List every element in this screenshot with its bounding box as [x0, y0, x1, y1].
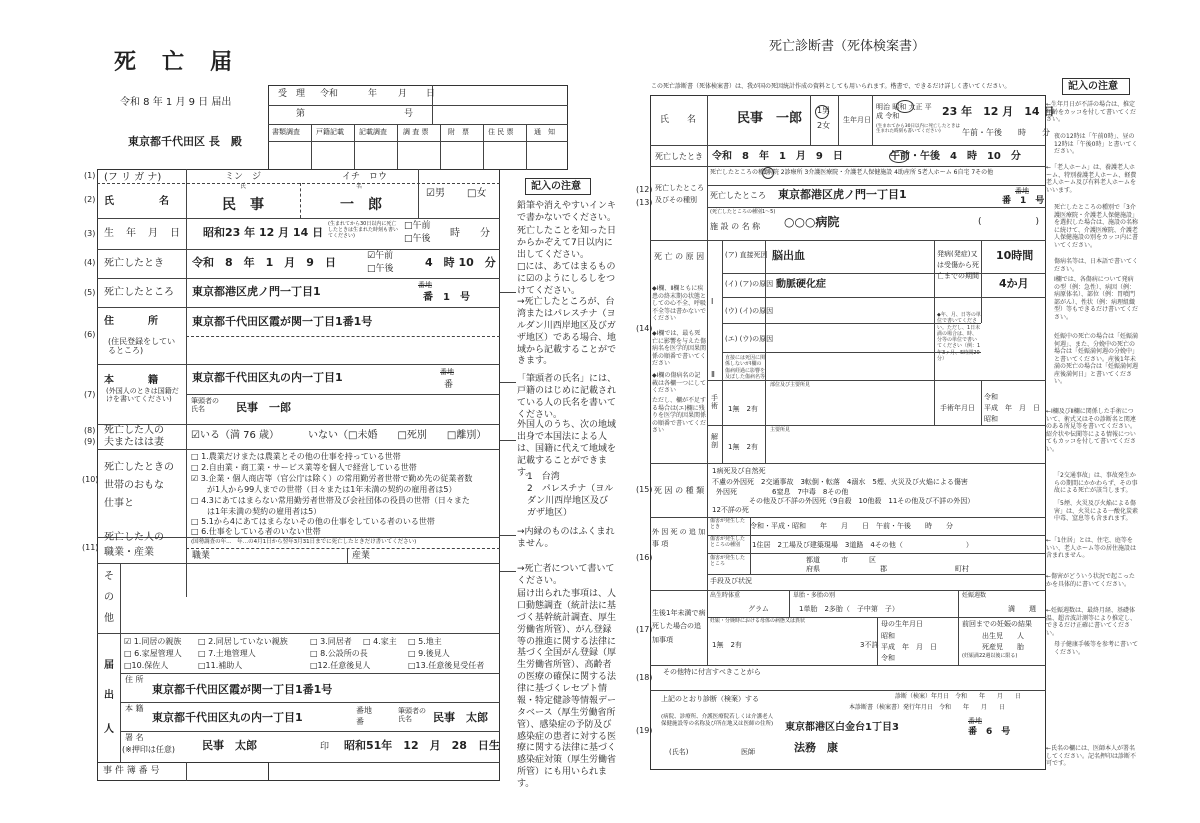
underlying-cause[interactable]: 動脈硬化症 — [776, 279, 826, 290]
industry-field[interactable]: 産業 — [352, 551, 371, 561]
honseki-label: 本 籍 — [104, 375, 159, 386]
death-pm-checkbox[interactable]: □午後 — [367, 264, 394, 274]
cert-death-place[interactable]: 東京都港区虎ノ門一丁目1 — [778, 188, 907, 201]
sex-option-female[interactable]: 2女 — [817, 121, 831, 130]
notifier-head-name[interactable]: 民事 太郎 — [433, 711, 488, 724]
furigana-mei[interactable]: イチ ロウ — [342, 172, 388, 182]
autopsy-options[interactable]: 1無 2有 — [728, 443, 758, 451]
diagnosis-date[interactable]: 診断（検案）年月日 令和 年 月 日 — [895, 693, 1022, 700]
occupation-field[interactable]: 職業 — [192, 551, 211, 561]
birthdate-label: 生 年 月 日 — [104, 228, 181, 239]
name-sei[interactable]: 民 事 — [222, 197, 264, 213]
special-remarks[interactable]: その他特に付言すべきことがら — [663, 668, 761, 676]
honseki-head-name[interactable]: 民事 一郎 — [236, 401, 291, 414]
sex-option-male[interactable]: 1男 — [817, 106, 831, 115]
birth-pm-checkbox[interactable]: □午後 — [404, 234, 431, 244]
seal-mark: 印 — [320, 742, 330, 752]
sex-female-checkbox[interactable]: □女 — [467, 188, 487, 199]
place-kind-options[interactable]: 1病院 2診療所 3介護医療院・介護老人保健施設 4助産所 5老人ホーム 6自宅 7その他 — [763, 169, 994, 176]
furigana-label: (フ リ ガ ナ) — [104, 172, 162, 183]
doctor-address[interactable]: 東京都港区白金台1丁目3 — [785, 722, 899, 733]
cert-death-date[interactable]: 令和 8 年 1 月 9 日 — [712, 151, 843, 162]
facility-name[interactable]: ○○○病院 — [784, 215, 840, 229]
deceased-name[interactable]: 民事 一郎 — [737, 111, 803, 126]
death-place-label: 死亡したところ — [104, 287, 174, 298]
death-am-checkbox[interactable]: ☑午前 — [367, 251, 394, 261]
furigana-sei[interactable]: ミン ジ — [225, 172, 262, 182]
cause-part2-marker: Ⅱ — [711, 370, 715, 379]
certificate-intro: この死亡診断書（死体検案書）は、我が国の死因統計作成の資料としても用いられます。楷書で、できるだけ詳しく書いてください。 — [651, 83, 1011, 90]
cause-part1-marker: Ⅰ — [711, 297, 714, 306]
surgery-options[interactable]: 1無 2有 — [728, 405, 758, 413]
name-mei[interactable]: 一 郎 — [340, 197, 382, 213]
reception-label: 受 理 — [278, 89, 306, 99]
addressee: 東京都千代田区 長 殿 — [128, 135, 242, 148]
death-date[interactable]: 令和 8 年 1 月 9 日 — [192, 256, 336, 269]
direct-cause[interactable]: 脳出血 — [772, 249, 805, 262]
notifier-honseki[interactable]: 東京都千代田区丸の内一丁目1 — [152, 711, 303, 724]
death-time-label: 死亡したとき — [104, 258, 164, 269]
death-place-number[interactable]: 番 1 号 — [423, 292, 470, 303]
certificate-title: 死亡診断書（死体検案書） — [769, 39, 926, 54]
spouse-exists-checkbox[interactable]: ☑いる（満 76 歳） — [191, 430, 280, 441]
notifier-address[interactable]: 東京都千代田区霞が関一丁目1番1号 — [152, 683, 333, 696]
address-value[interactable]: 東京都千代田区霞が関一丁目1番1号 — [192, 315, 373, 328]
birthdate-value[interactable]: 昭和23 年 12 月 14 日 — [203, 226, 324, 239]
death-clock[interactable]: 4 時 10 分 — [425, 256, 496, 269]
form-title: 死 亡 届 — [114, 50, 235, 75]
birth-am-checkbox[interactable]: □午前 — [404, 221, 431, 231]
cert-death-time[interactable]: 午前・午後 4 時 10 分 — [890, 151, 1021, 162]
notifier-signature[interactable]: 民事 太郎 — [202, 739, 257, 752]
submission-date[interactable]: 令和 8 年 1 月 9 日 届出 — [120, 97, 232, 108]
death-place-value[interactable]: 東京都港区虎ノ門一丁目1 — [192, 285, 321, 298]
cert-birthdate[interactable]: 23 年 12 月 14 日 — [942, 105, 1055, 118]
issue-date[interactable]: 本診断書（検案書）発行年月日 令和 年 月 日 — [849, 704, 1006, 711]
notifier-birthdate[interactable]: 昭和51年 12 月 28 日生 — [344, 739, 500, 752]
birthdate-note: (生まれてから30日以内に死亡したときは生まれた時刻も書いてください) — [328, 221, 399, 239]
onset-period-2[interactable]: 4か月 — [999, 277, 1029, 290]
name-label: 氏 名 — [104, 196, 170, 207]
honseki-value[interactable]: 東京都千代田区丸の内一丁目1 — [192, 371, 343, 384]
address-label: 住 所 — [104, 316, 159, 327]
doctor-signature[interactable]: 法務 康 — [794, 741, 838, 754]
sex-male-checkbox[interactable]: ☑男 — [426, 188, 445, 199]
onset-period-1[interactable]: 10時間 — [996, 249, 1034, 262]
spouse-none-options[interactable]: いない（□未婚 □死別 □離別） — [308, 430, 487, 441]
